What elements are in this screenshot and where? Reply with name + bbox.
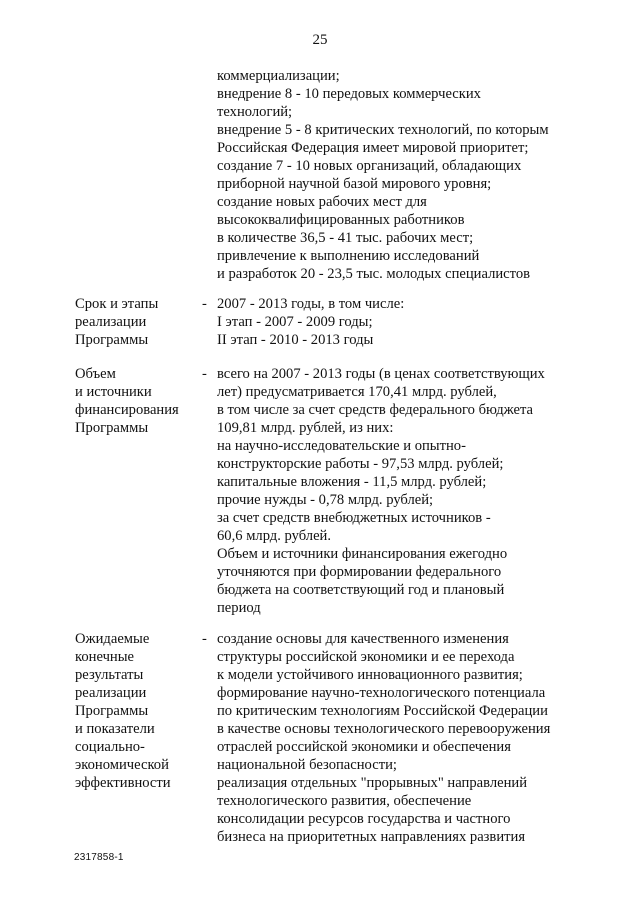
section-dash: - — [202, 366, 207, 382]
section-content-line: в том числе за счет средств федерального бюджета — [217, 402, 534, 418]
intro-line: создание новых рабочих мест для — [217, 194, 427, 210]
section-label: и показатели — [75, 721, 155, 737]
intro-line: и разработок 20 - 23,5 тыс. молодых специалистов — [217, 266, 531, 282]
intro-line: коммерциализации; — [217, 68, 340, 84]
section-label: экономической — [75, 757, 169, 773]
section-content-line: бюджета на соответствующий год и плановый — [217, 582, 505, 598]
section-content-line: конструкторские работы - 97,53 млрд. рублей; — [217, 456, 504, 472]
section-content-line: по критическим технологиям Российской Федерации — [217, 703, 548, 719]
section-dash: - — [202, 631, 207, 647]
intro-line: технологий; — [217, 104, 293, 120]
section-label: реализации — [75, 685, 147, 701]
section-content-line: капитальные вложения - 11,5 млрд. рублей; — [217, 474, 487, 490]
section-label: и источники — [75, 384, 152, 400]
intro-line: высококвалифицированных работников — [217, 212, 465, 228]
intro-line: Российская Федерация имеет мировой приоритет; — [217, 140, 529, 156]
section-content-line: период — [217, 600, 261, 616]
section-content-line: за счет средств внебюджетных источников - — [217, 510, 491, 526]
section-content-line: уточняются при формировании федерального — [217, 564, 502, 580]
section-label: конечные — [75, 649, 135, 665]
page-number: 25 — [312, 32, 328, 48]
section-content-line: формирование научно-технологического потенциала — [217, 685, 546, 701]
section-label: Программы — [75, 703, 149, 719]
section-content-line: Объем и источники финансирования ежегодно — [217, 546, 508, 562]
section-content-line: национальной безопасности; — [217, 757, 397, 773]
section-content-line: реализация отдельных "прорывных" направлений — [217, 775, 528, 791]
intro-line: внедрение 8 - 10 передовых коммерческих — [217, 86, 481, 102]
section-content-line: технологического развития, обеспечение — [217, 793, 472, 809]
footer-document-code: 2317858-1 — [74, 852, 124, 863]
section-label: социально- — [75, 739, 145, 755]
intro-line: внедрение 5 - 8 критических технологий, по которым — [217, 122, 549, 138]
intro-line: приборной научной базой мирового уровня; — [217, 176, 492, 192]
section-label: Ожидаемые — [75, 631, 150, 647]
section-content-line: I этап - 2007 - 2009 годы; — [217, 314, 373, 330]
intro-line: в количестве 36,5 - 41 тыс. рабочих мест; — [217, 230, 474, 246]
section-label: финансирования — [75, 402, 179, 418]
section-content-line: создание основы для качественного изменения — [217, 631, 509, 647]
section-content-line: к модели устойчивого инновационного развития; — [217, 667, 523, 683]
section-content-line: бизнеса на приоритетных направлениях развития — [217, 829, 526, 845]
section-content-line: прочие нужды - 0,78 млрд. рублей; — [217, 492, 434, 508]
section-content-line: лет) предусматривается 170,41 млрд. рублей, — [217, 384, 497, 400]
section-label: Программы — [75, 420, 149, 436]
section-content-line: на научно-исследовательские и опытно- — [217, 438, 466, 454]
intro-line: привлечение к выполнению исследований — [217, 248, 480, 264]
section-content-line: в качестве основы технологического перевооружения — [217, 721, 551, 737]
section-content-line: 109,81 млрд. рублей, из них: — [217, 420, 394, 436]
section-label: эффективности — [75, 775, 171, 791]
section-label: реализации — [75, 314, 147, 330]
intro-line: создание 7 - 10 новых организаций, обладающих — [217, 158, 522, 174]
section-content-line: II этап - 2010 - 2013 годы — [217, 332, 374, 348]
section-label: результаты — [75, 667, 144, 683]
section-label: Объем — [75, 366, 116, 382]
section-content-line: консолидации ресурсов государства и частного — [217, 811, 511, 827]
section-content-line: 60,6 млрд. рублей. — [217, 528, 332, 544]
section-dash: - — [202, 296, 207, 312]
section-content-line: отраслей российской экономики и обеспечения — [217, 739, 511, 755]
section-content-line: всего на 2007 - 2013 годы (в ценах соответствующих — [217, 366, 545, 382]
section-label: Программы — [75, 332, 149, 348]
section-content-line: 2007 - 2013 годы, в том числе: — [217, 296, 405, 312]
section-label: Срок и этапы — [75, 296, 159, 312]
section-content-line: структуры российской экономики и ее перехода — [217, 649, 515, 665]
